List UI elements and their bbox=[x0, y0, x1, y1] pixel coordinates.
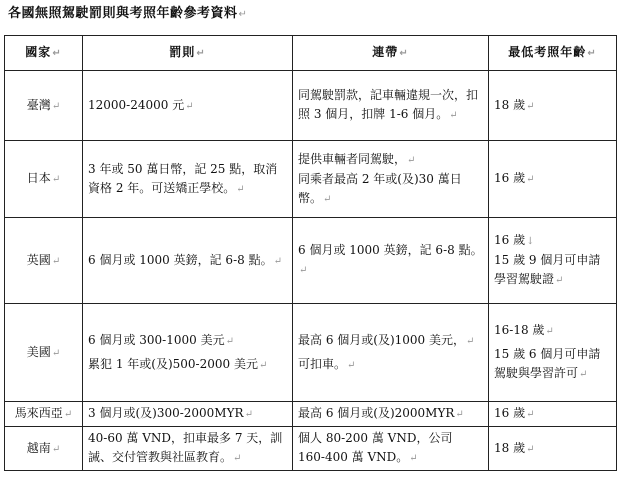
penalty-text: 3 個月或(及)300-2000MYR bbox=[88, 406, 244, 420]
joint-cell bbox=[293, 427, 489, 471]
age-line bbox=[494, 439, 611, 459]
country-name: 臺灣 bbox=[26, 97, 51, 112]
joint-line bbox=[298, 404, 483, 424]
header-min-age bbox=[489, 36, 617, 71]
penalty-cell bbox=[83, 141, 293, 218]
age-cell bbox=[489, 141, 617, 218]
age-text: 15 歲 6 個月可申請駕駛與學習許可 bbox=[494, 347, 601, 380]
paragraph-mark-icon: ↵ bbox=[51, 100, 61, 112]
age-line bbox=[494, 321, 611, 341]
table-row bbox=[5, 427, 617, 471]
age-text: 16 歲 bbox=[494, 171, 526, 185]
paragraph-mark-icon: ↵ bbox=[526, 100, 535, 112]
joint-line bbox=[298, 86, 483, 125]
country-name: 日本 bbox=[26, 171, 51, 185]
paragraph-mark-icon: ↵ bbox=[407, 154, 416, 166]
age-line bbox=[494, 251, 611, 290]
header-joint bbox=[293, 36, 489, 71]
joint-cell bbox=[293, 402, 489, 427]
country-cell bbox=[5, 402, 83, 427]
cell-end-mark-icon: ↵ bbox=[587, 48, 597, 59]
joint-text: 最高 6 個月或(及)1000 美元， bbox=[298, 332, 465, 347]
joint-line bbox=[298, 429, 483, 468]
paragraph-mark-icon: ↵ bbox=[273, 255, 282, 267]
penalty-line bbox=[88, 251, 287, 271]
country-cell bbox=[5, 141, 83, 218]
penalty-cell bbox=[83, 427, 293, 471]
cell-end-mark-icon: ↵ bbox=[52, 48, 62, 59]
line-break-mark-icon: ↓ bbox=[526, 236, 535, 247]
paragraph-mark-icon: ↵ bbox=[225, 335, 234, 347]
cell-end-mark-icon: ↵ bbox=[196, 48, 206, 59]
paragraph-mark-icon: ↵ bbox=[347, 359, 356, 371]
paragraph-mark-icon: ↵ bbox=[526, 174, 535, 185]
joint-line bbox=[298, 150, 483, 170]
header-joint-label: 連帶 bbox=[372, 45, 399, 59]
country-name: 英國 bbox=[26, 252, 51, 267]
paragraph-mark-icon: ↵ bbox=[63, 409, 73, 420]
penalty-cell bbox=[83, 402, 293, 427]
age-text: 16 歲 bbox=[494, 233, 526, 247]
age-line bbox=[494, 345, 611, 384]
paragraph-mark-icon: ↵ bbox=[51, 174, 61, 185]
country-name: 馬來西亞 bbox=[14, 406, 63, 420]
paragraph-mark-icon: ↵ bbox=[323, 193, 332, 205]
joint-text: 同駕駛罰款，記車輛違規一次，扣照 3 個月，扣牌 1-6 個月。 bbox=[298, 88, 479, 121]
paragraph-mark-icon: ↵ bbox=[51, 443, 61, 455]
paragraph-mark-icon: ↵ bbox=[258, 359, 268, 371]
country-cell bbox=[5, 427, 83, 471]
header-penalty-label: 罰則 bbox=[169, 45, 196, 59]
joint-cell bbox=[293, 304, 489, 402]
table-header-row bbox=[5, 36, 617, 71]
table-row bbox=[5, 304, 617, 402]
penalty-line bbox=[88, 331, 287, 351]
paragraph-mark-icon: ↵ bbox=[455, 409, 464, 420]
age-text: 15 歲 9 個月可申請學習駕駛證 bbox=[494, 253, 601, 286]
age-cell bbox=[489, 71, 617, 141]
paragraph-mark-icon: ↵ bbox=[51, 255, 61, 267]
paragraph-mark-icon: ↵ bbox=[526, 409, 535, 420]
penalty-cell bbox=[83, 218, 293, 304]
paragraph-mark-icon: ↵ bbox=[51, 347, 61, 359]
paragraph-mark-icon: ↵ bbox=[299, 265, 308, 276]
joint-text: 同乘者最高 2 年或(及)30 萬日幣。 bbox=[298, 171, 462, 205]
paragraph-mark-icon: ↵ bbox=[579, 369, 588, 380]
penalty-text: 3 年或 50 萬日幣，記 25 點，取消資格 2 年。可送矯正學校。 bbox=[88, 161, 278, 195]
joint-cell bbox=[293, 141, 489, 218]
paragraph-mark-icon: ↵ bbox=[236, 183, 245, 195]
joint-cell bbox=[293, 71, 489, 141]
penalty-line bbox=[88, 429, 287, 468]
country-cell bbox=[5, 71, 83, 141]
joint-text: 6 個月或 1000 英鎊，記 6-8 點。 bbox=[298, 243, 483, 257]
joint-text: 個人 80-200 萬 VND，公司 160-400 萬 VND。 bbox=[298, 431, 453, 464]
paragraph-mark-icon: ↵ bbox=[545, 326, 554, 337]
age-text: 16 歲 bbox=[494, 406, 526, 420]
penalty-cell bbox=[83, 71, 293, 141]
joint-text: 可扣車。 bbox=[298, 356, 347, 371]
penalty-text: 40-60 萬 VND，扣車最多 7 天，訓誡、交付管教與社區教育。 bbox=[88, 431, 283, 464]
regulation-table bbox=[4, 35, 617, 471]
joint-line bbox=[298, 331, 483, 351]
age-text: 16-18 歲 bbox=[494, 323, 545, 337]
age-cell bbox=[489, 218, 617, 304]
document-title bbox=[8, 2, 247, 21]
country-name: 越南 bbox=[26, 440, 51, 455]
penalty-cell bbox=[83, 304, 293, 402]
table-row bbox=[5, 402, 617, 427]
paragraph-mark-icon: ↵ bbox=[233, 453, 242, 464]
header-penalty bbox=[83, 36, 293, 71]
paragraph-mark-icon: ↵ bbox=[244, 409, 253, 420]
joint-cell bbox=[293, 218, 489, 304]
penalty-line bbox=[88, 160, 287, 199]
age-line bbox=[494, 231, 611, 251]
table-row bbox=[5, 141, 617, 218]
header-country-label: 國家 bbox=[25, 45, 52, 59]
age-cell bbox=[489, 304, 617, 402]
age-line bbox=[494, 169, 611, 189]
age-cell bbox=[489, 402, 617, 427]
age-line bbox=[494, 96, 611, 116]
paragraph-mark-icon: ↵ bbox=[449, 110, 458, 121]
paragraph-mark-icon: ↵ bbox=[555, 275, 564, 286]
header-min-age-label: 最低考照年齡 bbox=[508, 45, 587, 59]
penalty-line bbox=[88, 96, 287, 116]
country-cell bbox=[5, 304, 83, 402]
paragraph-mark-icon: ↵ bbox=[526, 443, 535, 455]
country-name: 美國 bbox=[26, 344, 51, 359]
penalty-text: 累犯 1 年或(及)500-2000 美元 bbox=[88, 356, 258, 371]
penalty-text: 12000-24000 元 bbox=[88, 97, 185, 112]
paragraph-mark-icon: ↵ bbox=[185, 100, 194, 112]
paragraph-mark-icon: ↵ bbox=[409, 453, 418, 464]
cell-end-mark-icon: ↵ bbox=[399, 48, 409, 59]
paragraph-mark-icon: ↵ bbox=[465, 335, 475, 347]
penalty-text: 6 個月或 300-1000 美元 bbox=[88, 332, 225, 347]
age-line bbox=[494, 404, 611, 424]
joint-line bbox=[298, 355, 483, 375]
header-country bbox=[5, 36, 83, 71]
joint-line bbox=[298, 241, 483, 280]
paragraph-mark-icon: ↵ bbox=[238, 9, 248, 20]
age-text: 18 歲 bbox=[494, 440, 526, 455]
joint-text: 最高 6 個月或(及)2000MYR bbox=[298, 406, 455, 420]
joint-text: 提供車輛者同駕駛， bbox=[298, 151, 407, 166]
penalty-line bbox=[88, 404, 287, 424]
document-title-text: 各國無照駕駛罰則與考照年齡參考資料 bbox=[8, 6, 238, 21]
table-row bbox=[5, 218, 617, 304]
age-text: 18 歲 bbox=[494, 97, 526, 112]
penalty-line bbox=[88, 355, 287, 375]
penalty-text: 6 個月或 1000 英鎊，記 6-8 點。 bbox=[88, 252, 273, 267]
table-row bbox=[5, 71, 617, 141]
joint-line bbox=[298, 170, 483, 209]
country-cell bbox=[5, 218, 83, 304]
age-cell bbox=[489, 427, 617, 471]
